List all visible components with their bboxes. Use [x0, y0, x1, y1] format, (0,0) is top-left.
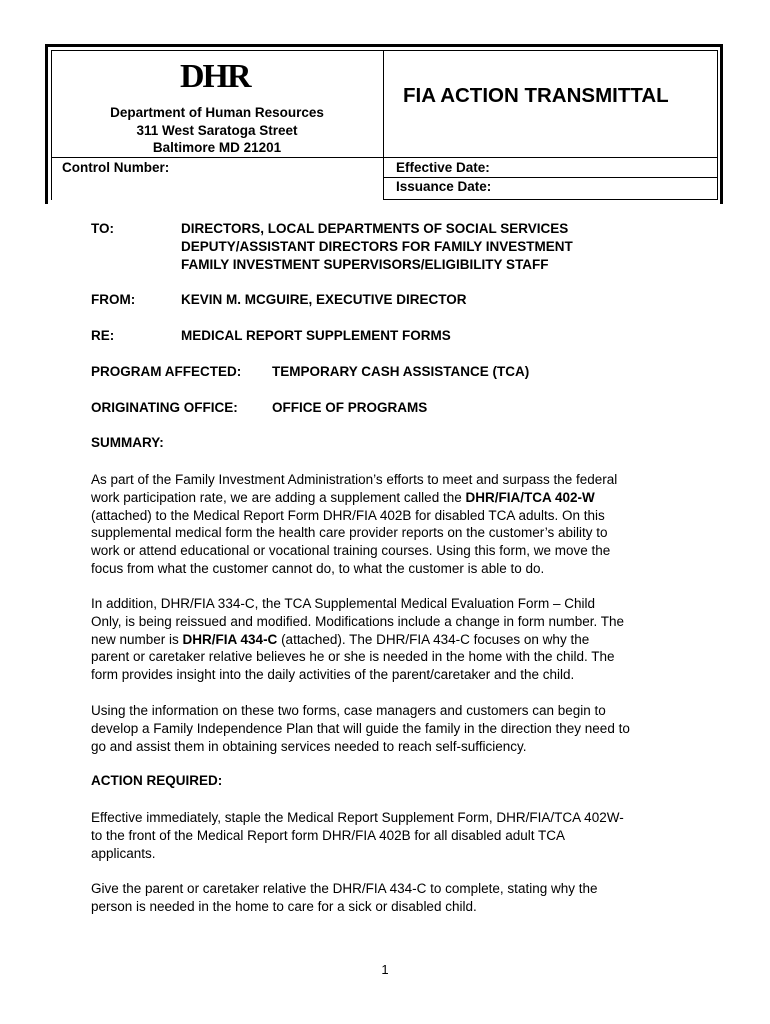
- to-label: TO:: [91, 221, 114, 236]
- to-line-3: FAMILY INVESTMENT SUPERVISORS/ELIGIBILITY STAFF: [181, 257, 549, 272]
- form-402w-ref: DHR/FIA/TCA 402-W: [465, 489, 595, 505]
- action-p2-line-2: person is needed in the home to care for a sick or disabled child.: [91, 898, 477, 914]
- summary-p1-line-6: focus from what the customer cannot do, to what the customer is able to do.: [91, 560, 545, 576]
- from-value: KEVIN M. MCGUIRE, EXECUTIVE DIRECTOR: [181, 292, 467, 307]
- summary-p1-line-1: As part of the Family Investment Administration’s efforts to meet and surpass the federal: [91, 472, 618, 487]
- summary-p1-line-5: work or attend educational or vocational training courses. Using this form, we move the: [91, 543, 611, 559]
- document-title: FIA ACTION TRANSMITTAL: [403, 84, 669, 107]
- program-label: PROGRAM AFFECTED:: [91, 364, 242, 379]
- header-rule-right-2: [383, 177, 718, 178]
- re-label: RE:: [91, 328, 115, 343]
- to-line-2: DEPUTY/ASSISTANT DIRECTORS FOR FAMILY INVESTMENT: [181, 239, 573, 254]
- summary-p2-line-4: parent or caretaker relative believes he or she is needed in the home with the child. The: [91, 649, 615, 665]
- action-paragraph-2: [91, 880, 691, 916]
- summary-p1-line-4: supplemental medical form the health care provider reports on the customer’s ability to: [91, 525, 608, 541]
- action-paragraph-1: [91, 809, 691, 862]
- header-rule-left: [51, 157, 383, 158]
- office-value: OFFICE OF PROGRAMS: [272, 400, 428, 415]
- page-number: 1: [381, 962, 389, 977]
- department-name: Department of Human Resources: [110, 105, 324, 120]
- dhr-logo-text: DHR: [180, 58, 250, 95]
- action-p1-line-1: Effective immediately, staple the Medical Report Supplement Form, DHR/FIA/TCA 402W-: [91, 810, 624, 825]
- summary-p2-line-5: form provides insight into the daily activities of the parent/caretaker and the child.: [91, 667, 575, 683]
- summary-p1-line-2: work participation rate, we are adding a supplement called the DHR/FIA/TCA 402-W: [91, 489, 595, 505]
- summary-p2-line-1: In addition, DHR/FIA 334-C, the TCA Supplemental Medical Evaluation Form – Child: [91, 596, 595, 611]
- issuance-date-label: Issuance Date:: [396, 179, 492, 194]
- summary-paragraph-2: [91, 595, 691, 684]
- summary-p3-line-2: develop a Family Independence Plan that will guide the family in the direction they need to: [91, 720, 630, 736]
- summary-p2-line-2: Only, is being reissued and modified. Modifications include a change in form number. The: [91, 613, 625, 629]
- dhr-logo: [180, 60, 252, 96]
- summary-paragraph-3: [91, 702, 691, 755]
- summary-paragraph-1: [91, 471, 691, 578]
- department-street: 311 West Saratoga Street: [136, 123, 298, 138]
- summary-p1-line-3: (attached) to the Medical Report Form DHR/FIA 402B for disabled TCA adults. On this: [91, 507, 605, 523]
- re-value: MEDICAL REPORT SUPPLEMENT FORMS: [181, 328, 451, 343]
- summary-p3-line-1: Using the information on these two forms, case managers and customers can begin to: [91, 703, 606, 718]
- office-label: ORIGINATING OFFICE:: [91, 400, 238, 415]
- from-label: FROM:: [91, 292, 136, 307]
- form-434c-ref: DHR/FIA 434-C: [182, 631, 278, 647]
- summary-heading: SUMMARY:: [91, 435, 164, 450]
- department-city: Baltimore MD 21201: [152, 140, 282, 155]
- to-line-1: DIRECTORS, LOCAL DEPARTMENTS OF SOCIAL SERVICES: [181, 221, 569, 236]
- action-p1-line-2: to the front of the Medical Report form DHR/FIA 402B for all disabled adult TCA: [91, 827, 565, 843]
- program-value: TEMPORARY CASH ASSISTANCE (TCA): [272, 364, 530, 379]
- action-p2-line-1: Give the parent or caretaker relative the DHR/FIA 434-C to complete, stating why the: [91, 881, 598, 896]
- action-heading: ACTION REQUIRED:: [91, 773, 223, 788]
- control-number-label: Control Number:: [62, 160, 170, 175]
- header-rule-right-1: [383, 157, 718, 158]
- effective-date-label: Effective Date:: [396, 160, 490, 175]
- action-p1-line-3: applicants.: [91, 845, 156, 861]
- summary-p3-line-3: go and assist them in obtaining services needed to reach self-sufficiency.: [91, 738, 527, 754]
- header-rule-right-3: [383, 199, 718, 200]
- summary-p2-line-3: new number is DHR/FIA 434-C (attached). The DHR/FIA 434-C focuses on why the: [91, 631, 590, 647]
